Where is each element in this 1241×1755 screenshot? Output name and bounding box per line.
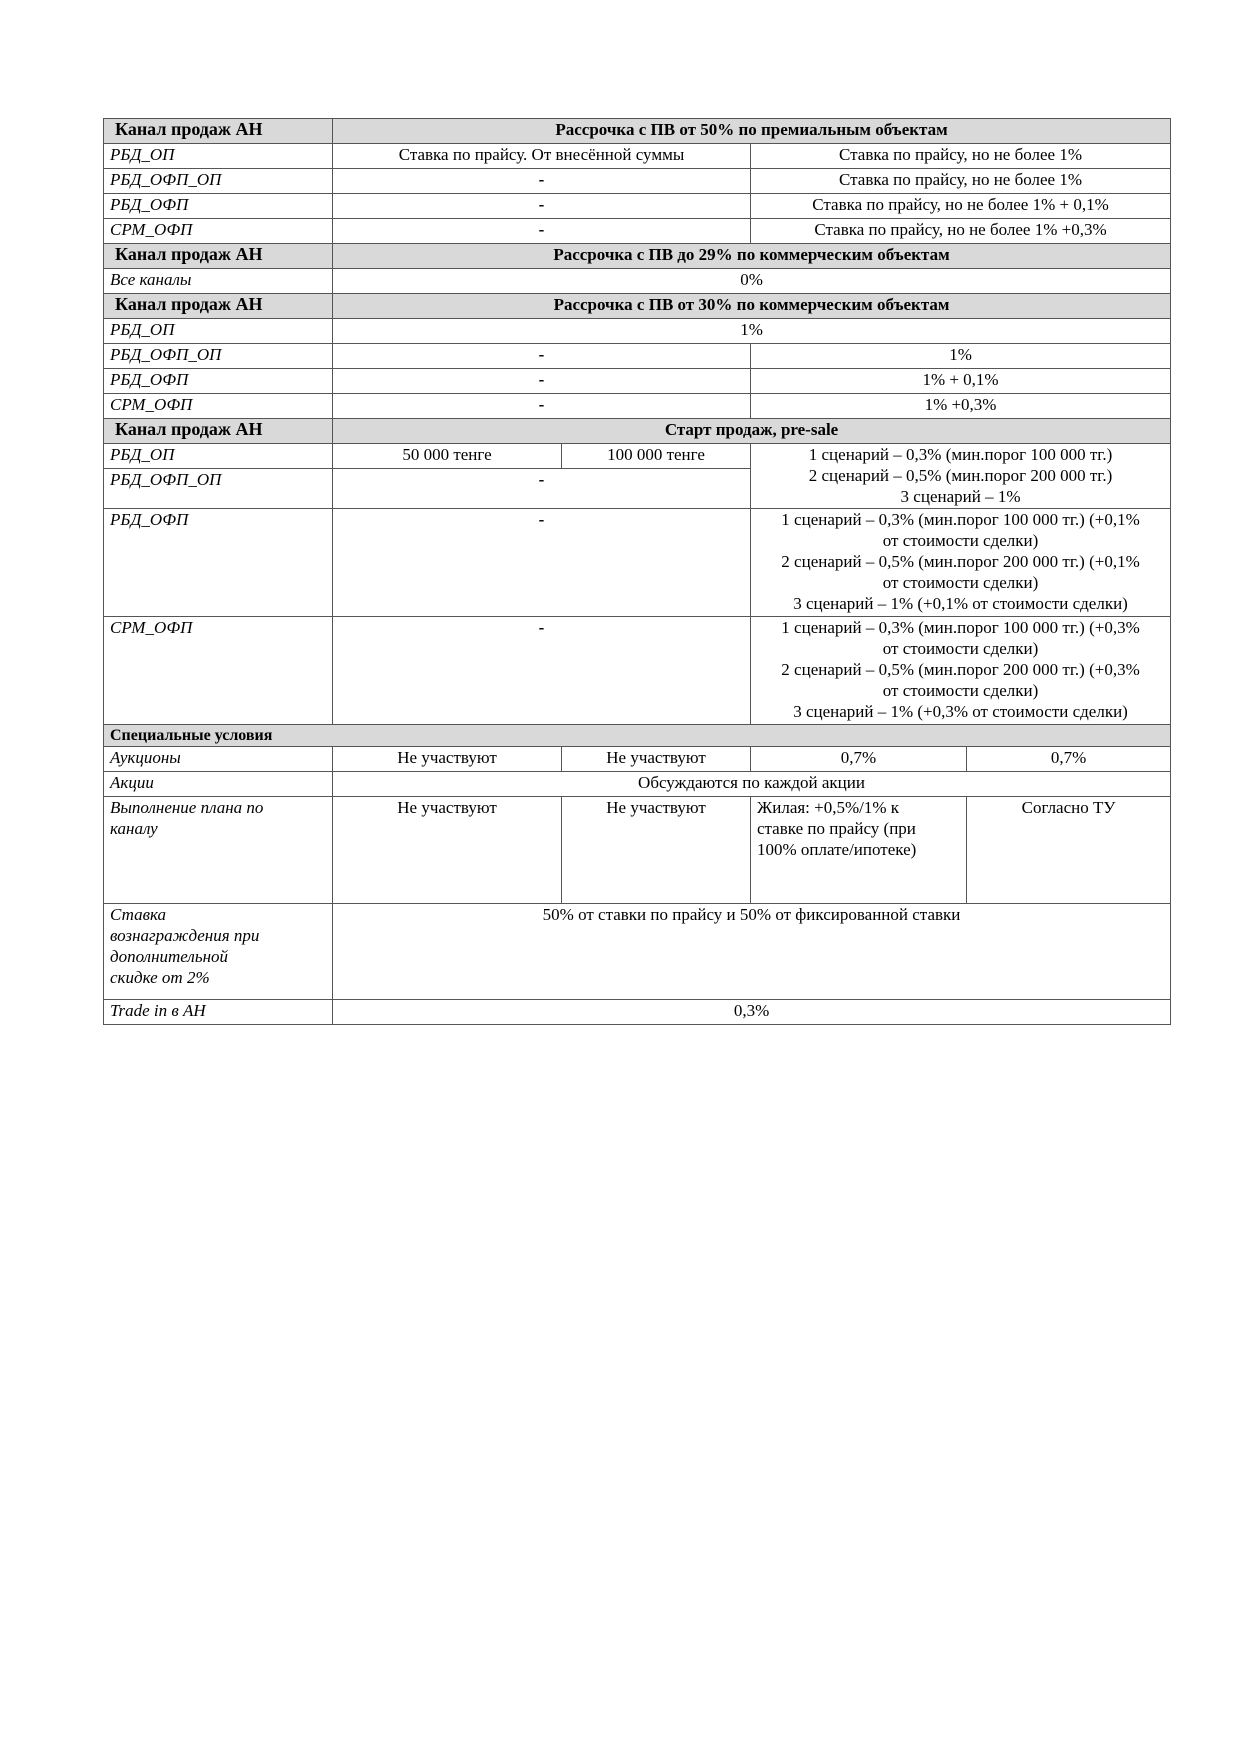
table-row — [104, 269, 1171, 294]
scenario-line: от стоимости сделки) — [882, 639, 1039, 658]
scenario-line: от стоимости сделки) — [882, 531, 1039, 550]
row-label — [104, 904, 333, 1000]
channel-header: Канал продаж АН — [104, 419, 333, 444]
scenario-line: 2 сценарий – 0,5% (мин.порог 200 000 тг.) (+0,3% — [781, 660, 1140, 679]
cell: - — [333, 194, 751, 219]
table-row — [104, 319, 1171, 344]
cell-line: Жилая: +0,5%/1% к — [757, 798, 900, 817]
section-title: Рассрочка с ПВ от 50% по премиальным объектам — [333, 119, 1171, 144]
cell: - — [333, 509, 751, 617]
row-label: Акции — [104, 772, 333, 797]
cell: 0,7% — [751, 747, 967, 772]
scenario-line: 3 сценарий – 1% — [900, 487, 1021, 506]
scenario-line: 1 сценарий – 0,3% (мин.порог 100 000 тг.) — [808, 445, 1113, 464]
cell: Ставка по прайсу, но не более 1% — [751, 144, 1171, 169]
cell: Ставка по прайсу. От внесённой суммы — [333, 144, 751, 169]
table-row — [104, 444, 1171, 469]
scenario-cell — [751, 617, 1171, 725]
row-label-line: каналу — [110, 819, 158, 838]
cell: Ставка по прайсу, но не более 1% + 0,1% — [751, 194, 1171, 219]
cell: 100 000 тенге — [562, 444, 751, 469]
scenario-line: 2 сценарий – 0,5% (мин.порог 200 000 тг.) (+0,1% — [781, 552, 1140, 571]
cell: - — [333, 344, 751, 369]
table-row — [104, 344, 1171, 369]
cell: Согласно ТУ — [967, 797, 1171, 904]
commission-table — [103, 118, 1171, 1025]
row-label: Trade in в АН — [104, 1000, 333, 1025]
section-title: Старт продаж, pre-sale — [333, 419, 1171, 444]
cell-line: 100% оплате/ипотеке) — [757, 840, 917, 859]
row-label-line: вознаграждения при — [110, 926, 260, 945]
cell: Ставка по прайсу, но не более 1% — [751, 169, 1171, 194]
channel-header: Канал продаж АН — [104, 244, 333, 269]
cell-line: ставке по прайсу (при — [757, 819, 916, 838]
cell: 0% — [333, 269, 1171, 294]
section-title: Рассрочка с ПВ до 29% по коммерческим объектам — [333, 244, 1171, 269]
cell: Не участвуют — [562, 797, 751, 904]
row-label: РБД_ОФП — [104, 509, 333, 617]
row-label: РБД_ОП — [104, 319, 333, 344]
cell: - — [333, 369, 751, 394]
row-label: СРМ_ОФП — [104, 219, 333, 244]
table-row — [104, 144, 1171, 169]
row-label-line: дополнительной — [110, 947, 229, 966]
table-row — [104, 509, 1171, 617]
cell: 50 000 тенге — [333, 444, 562, 469]
table-row — [104, 1000, 1171, 1025]
table-row — [104, 797, 1171, 904]
section-header-row — [104, 419, 1171, 444]
cell: 0,7% — [967, 747, 1171, 772]
scenario-line: 3 сценарий – 1% (+0,3% от стоимости сделки) — [793, 702, 1128, 721]
cell: - — [333, 469, 751, 509]
row-label: РБД_ОФП — [104, 369, 333, 394]
cell: 50% от ставки по прайсу и 50% от фиксированной ставки — [333, 904, 1171, 1000]
row-label: РБД_ОФП — [104, 194, 333, 219]
cell: - — [333, 617, 751, 725]
scenario-line: 3 сценарий – 1% (+0,1% от стоимости сделки) — [793, 594, 1128, 613]
table-row — [104, 369, 1171, 394]
row-label: СРМ_ОФП — [104, 617, 333, 725]
cell: - — [333, 169, 751, 194]
cell: Обсуждаются по каждой акции — [333, 772, 1171, 797]
row-label: РБД_ОФП_ОП — [104, 169, 333, 194]
row-label-line: Ставка — [110, 905, 166, 924]
table-row — [104, 169, 1171, 194]
cell: 1% + 0,1% — [751, 369, 1171, 394]
table-row — [104, 904, 1171, 1000]
cell: Не участвуют — [562, 747, 751, 772]
scenario-line: 2 сценарий – 0,5% (мин.порог 200 000 тг.) — [808, 466, 1113, 485]
table-row — [104, 394, 1171, 419]
scenario-cell — [751, 444, 1171, 509]
section-header-row — [104, 119, 1171, 144]
scenario-line: от стоимости сделки) — [882, 573, 1039, 592]
scenario-line: от стоимости сделки) — [882, 681, 1039, 700]
cell: 1% +0,3% — [751, 394, 1171, 419]
section-header-row — [104, 294, 1171, 319]
section-header-row — [104, 725, 1171, 747]
row-label — [104, 797, 333, 904]
cell: 1% — [751, 344, 1171, 369]
row-label-line: Выполнение плана по — [110, 798, 264, 817]
table-row — [104, 219, 1171, 244]
channel-header: Канал продаж АН — [104, 119, 333, 144]
scenario-line: 1 сценарий – 0,3% (мин.порог 100 000 тг.) (+0,3% — [781, 618, 1140, 637]
channel-header: Канал продаж АН — [104, 294, 333, 319]
row-label-line: скидке от 2% — [110, 968, 210, 987]
table-row — [104, 194, 1171, 219]
row-label: РБД_ОФП_ОП — [104, 344, 333, 369]
row-label: РБД_ОП — [104, 144, 333, 169]
row-label: Аукционы — [104, 747, 333, 772]
table-row — [104, 747, 1171, 772]
cell: Не участвуют — [333, 797, 562, 904]
section-header-row — [104, 244, 1171, 269]
cell: 0,3% — [333, 1000, 1171, 1025]
cell: Не участвуют — [333, 747, 562, 772]
scenario-line: 1 сценарий – 0,3% (мин.порог 100 000 тг.) (+0,1% — [781, 510, 1140, 529]
row-label: РБД_ОФП_ОП — [104, 469, 333, 509]
special-conditions-title: Специальные условия — [104, 725, 1171, 747]
row-label: РБД_ОП — [104, 444, 333, 469]
table-row — [104, 617, 1171, 725]
cell: - — [333, 219, 751, 244]
row-label: СРМ_ОФП — [104, 394, 333, 419]
row-label: Все каналы — [104, 269, 333, 294]
section-title: Рассрочка с ПВ от 30% по коммерческим объектам — [333, 294, 1171, 319]
cell: Ставка по прайсу, но не более 1% +0,3% — [751, 219, 1171, 244]
table-row — [104, 772, 1171, 797]
scenario-cell — [751, 509, 1171, 617]
cell: - — [333, 394, 751, 419]
cell — [751, 797, 967, 904]
cell: 1% — [333, 319, 1171, 344]
